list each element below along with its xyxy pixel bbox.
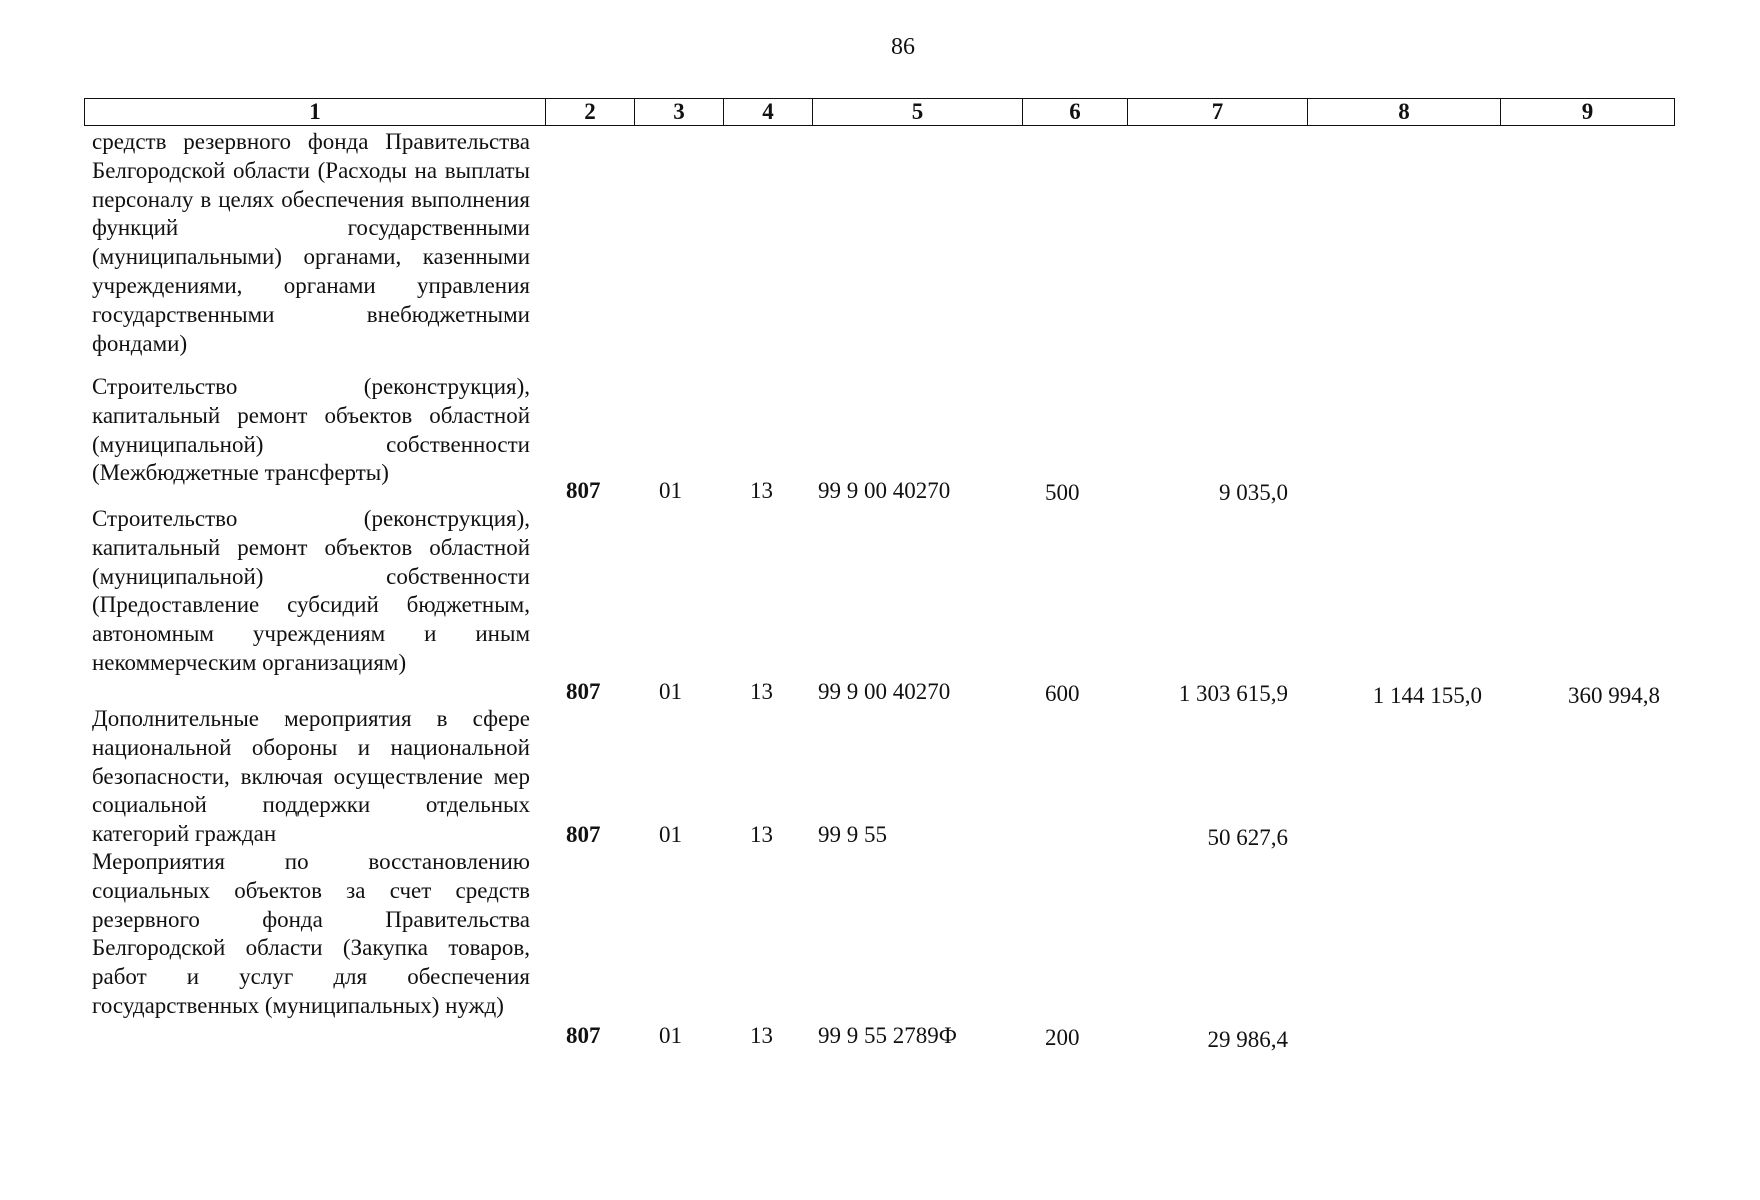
row-amount: 9 035,0 (1219, 480, 1288, 505)
header-col-3: 3 (635, 99, 724, 126)
row-amount-2: 1 144 155,0 (1372, 683, 1482, 708)
row-subsection: 13 (750, 478, 773, 503)
row-subsection: 13 (750, 822, 773, 847)
header-col-7: 7 (1128, 99, 1308, 126)
row-amount-3: 360 994,8 (1568, 683, 1660, 708)
header-col-9: 9 (1501, 99, 1675, 126)
row-description: средств резервного фонда Правительства Белгородской области (Расходы на выплаты персоналу в целях обеспечения выполнения функций государственными (муниципальными) органами, казенными учреждениями, органами управления государственными внебюджетными фондами) (92, 129, 530, 356)
row-target-article: 99 9 55 2789Ф (818, 1023, 957, 1048)
row-section: 01 (659, 679, 682, 704)
row-subsection: 13 (750, 1023, 773, 1048)
row-subsection: 13 (750, 679, 773, 704)
page-number: 86 (891, 34, 915, 60)
row-code: 807 (566, 679, 601, 704)
header-col-6: 6 (1023, 99, 1128, 126)
row-expense-type: 500 (1045, 480, 1080, 505)
row-target-article: 99 9 00 40270 (818, 679, 951, 704)
row-description: Строительство (реконструкция), капитальный ремонт объектов областной (муниципальной) собственности (Межбюджетные трансферты) (92, 374, 530, 486)
row-expense-type: 600 (1045, 681, 1080, 706)
row-expense-type: 200 (1045, 1025, 1080, 1050)
row-description: Мероприятия по восстановлению социальных объектов за счет средств резервного фонда Правительства Белгородской области (Закупка товаров, работ и услуг для обеспечения государственных (муниципальных) нужд) (92, 849, 530, 1018)
row-target-article: 99 9 00 40270 (818, 478, 951, 503)
row-description: Дополнительные мероприятия в сфере национальной обороны и национальной безопасности, включая осуществление мер социальной поддержки отдельных категорий граждан (92, 706, 530, 847)
row-description: Строительство (реконструкция), капитальный ремонт объектов областной (муниципальной) собственности (Предоставление субсидий бюджетным, автономным учреждениям и иным некоммерческим организациям) (92, 506, 530, 675)
row-section: 01 (659, 478, 682, 503)
row-code: 807 (566, 1023, 601, 1048)
row-code: 807 (566, 822, 601, 847)
header-col-8: 8 (1308, 99, 1501, 126)
header-col-4: 4 (724, 99, 813, 126)
row-section: 01 (659, 822, 682, 847)
row-amount: 50 627,6 (1207, 825, 1288, 850)
row-section: 01 (659, 1023, 682, 1048)
header-col-5: 5 (813, 99, 1023, 126)
row-target-article: 99 9 55 (818, 822, 887, 847)
header-col-2: 2 (546, 99, 635, 126)
row-amount: 1 303 615,9 (1178, 681, 1288, 706)
header-col-1: 1 (85, 99, 546, 126)
row-code: 807 (566, 478, 601, 503)
row-amount: 29 986,4 (1207, 1027, 1288, 1052)
